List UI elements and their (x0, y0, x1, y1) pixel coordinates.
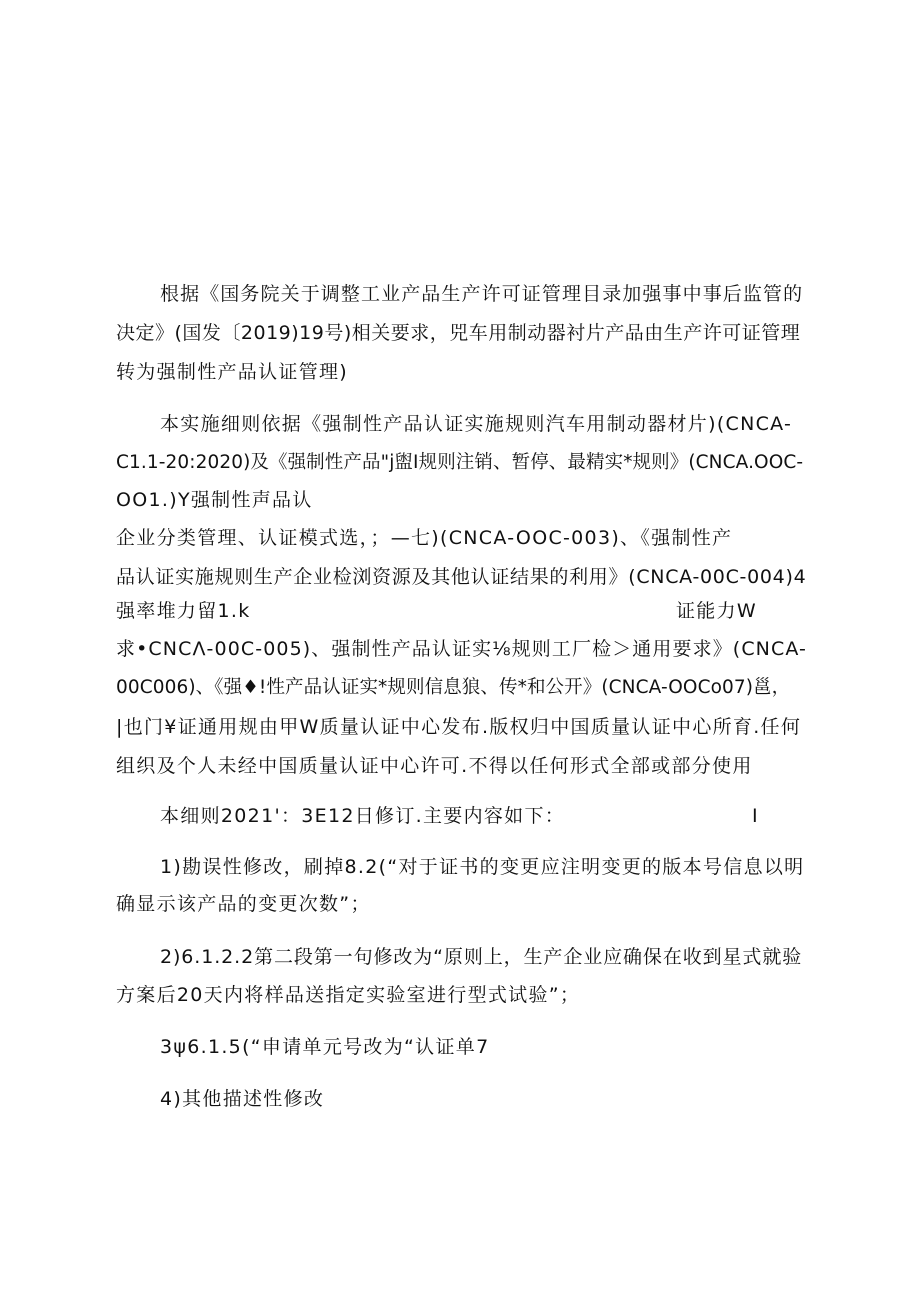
paragraph2-line-8: 00C006)、《强♦!性产品认证实*规则信息狼、传*和公开》(CNCA-OOCo07)邕， (116, 677, 791, 698)
item2-line-1: 2)6.1.2.2第二段第一句修改为“原则上，生产企业应确保在收到星式就验 (160, 946, 803, 968)
paragraph2-line-9: |也门¥证通用规由甲W质量认证中心发布.版权归中国质量认证中心所育.任何 (116, 716, 802, 738)
paragraph2-line-10: 组织及个人未经中国质量认证中心许可.不得以任何形式全部或部分使用 (116, 755, 753, 777)
paragraph2-line-7: 求•CNCΛ-00C-005)、强制性产品认证实⅛规则工厂检＞通用要求》(CNCA- (116, 638, 807, 660)
paragraph2-line-2: C1.1-20:2020)及《强制性产品"j盥I规则注销、暂停、最精实*规则》(CNCA.OOC- (116, 452, 804, 473)
paragraph2-line-6: 强率堆力留1.k (116, 600, 251, 622)
item1-line-1: 1)勘误性修改，刷掉8.2(“对于证书的变更应注明变更的版本号信息以明 (160, 856, 805, 878)
paragraph2-line-5: 品认证实施规则生产企业检浏资源及其他认证结果的利用》(CNCA-00C-004)4 (116, 566, 807, 588)
item4: 4)其他描述性修改 (160, 1088, 325, 1110)
paragraph1-line-1: 根据《国务院关于调整工业产品生产许可证管理目录加强事中事后监管的 (160, 283, 804, 305)
item3: 3ψ6.1.5(“申请单元号改为“认证单7 (160, 1036, 490, 1058)
item1-line-2: 确显示该产品的变更次数”； (116, 893, 371, 915)
paragraph1-line-2: 决定》(国发〔2019)19号)相关要求，兕车用制动器衬片产品由生产许可证管理 (116, 322, 801, 344)
paragraph3: 本细则2021'：3E12日修订.主要内容如下： (160, 805, 566, 827)
paragraph3-right-fragment: I (752, 805, 759, 827)
paragraph2-line-1: 本实施细则依据《强制性产品认证实施规则汽车用制动器材片)(CNCA- (160, 413, 793, 435)
paragraph2-line-3: OO1.)Y强制性声品认 (116, 489, 313, 511)
paragraph1-line-3: 转为强制性产品认证管理) (116, 361, 349, 383)
item2-line-2: 方案后20天内将样品送指定实验室进行型式试验”； (116, 984, 581, 1006)
paragraph2-right-fragment: 证能力W (676, 600, 757, 622)
paragraph2-line-4: 企业分类管理、认证模式选，；—七)(CNCA-OOC-003)、《强制性产 (116, 527, 733, 549)
